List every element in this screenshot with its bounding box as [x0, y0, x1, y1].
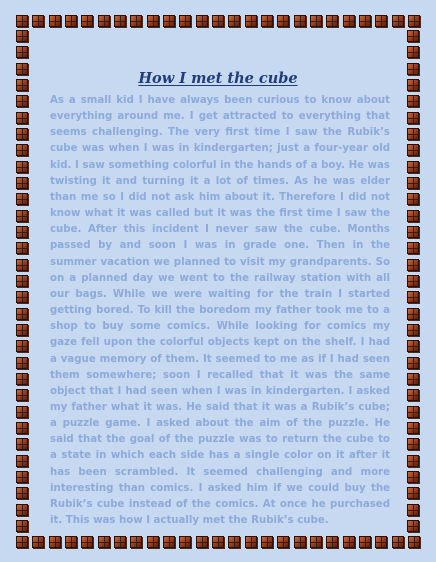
border-bottom	[16, 536, 420, 548]
rubiks-cube-icon	[212, 536, 224, 548]
border-right	[407, 30, 419, 532]
rubiks-cube-icon	[49, 536, 61, 548]
rubiks-cube-icon	[407, 471, 419, 483]
rubiks-cube-icon	[16, 357, 28, 369]
rubiks-cube-icon	[407, 504, 419, 516]
rubiks-cube-icon	[16, 242, 28, 254]
rubiks-cube-icon	[392, 15, 404, 27]
rubiks-cube-icon	[277, 536, 289, 548]
rubiks-cube-icon	[407, 422, 419, 434]
rubiks-cube-icon	[407, 79, 419, 91]
rubiks-cube-icon	[326, 15, 338, 27]
rubiks-cube-icon	[65, 15, 77, 27]
rubiks-cube-icon	[16, 324, 28, 336]
rubiks-cube-icon	[407, 340, 419, 352]
rubiks-cube-icon	[130, 15, 142, 27]
rubiks-cube-icon	[16, 487, 28, 499]
rubiks-cube-icon	[16, 210, 28, 222]
rubiks-cube-icon	[163, 536, 175, 548]
rubiks-cube-icon	[16, 455, 28, 467]
rubiks-cube-icon	[16, 406, 28, 418]
rubiks-cube-icon	[407, 324, 419, 336]
rubiks-cube-icon	[310, 15, 322, 27]
rubiks-cube-icon	[32, 15, 44, 27]
rubiks-cube-icon	[407, 30, 419, 42]
rubiks-cube-icon	[407, 226, 419, 238]
rubiks-cube-icon	[375, 536, 387, 548]
rubiks-cube-icon	[407, 112, 419, 124]
rubiks-cube-icon	[16, 389, 28, 401]
rubiks-cube-icon	[179, 536, 191, 548]
rubiks-cube-icon	[326, 536, 338, 548]
rubiks-cube-icon	[294, 536, 306, 548]
rubiks-cube-icon	[16, 30, 28, 42]
rubiks-cube-icon	[407, 275, 419, 287]
rubiks-cube-icon	[407, 455, 419, 467]
rubiks-cube-icon	[359, 15, 371, 27]
rubiks-cube-icon	[16, 15, 28, 27]
rubiks-cube-icon	[407, 438, 419, 450]
rubiks-cube-icon	[407, 177, 419, 189]
rubiks-cube-icon	[16, 340, 28, 352]
rubiks-cube-icon	[163, 15, 175, 27]
rubiks-cube-icon	[114, 536, 126, 548]
rubiks-cube-icon	[196, 15, 208, 27]
rubiks-cube-icon	[407, 520, 419, 532]
rubiks-cube-icon	[16, 144, 28, 156]
rubiks-cube-icon	[16, 63, 28, 75]
rubiks-cube-icon	[375, 15, 387, 27]
rubiks-cube-icon	[407, 259, 419, 271]
rubiks-cube-icon	[98, 15, 110, 27]
rubiks-cube-icon	[16, 275, 28, 287]
rubiks-cube-icon	[16, 373, 28, 385]
rubiks-cube-icon	[16, 259, 28, 271]
rubiks-cube-icon	[81, 15, 93, 27]
rubiks-cube-icon	[16, 438, 28, 450]
rubiks-cube-icon	[407, 242, 419, 254]
rubiks-cube-icon	[407, 63, 419, 75]
rubiks-cube-icon	[114, 15, 126, 27]
rubiks-cube-icon	[261, 536, 273, 548]
border-top	[16, 15, 420, 27]
rubiks-cube-icon	[16, 520, 28, 532]
rubiks-cube-icon	[16, 536, 28, 548]
rubiks-cube-icon	[81, 536, 93, 548]
rubiks-cube-icon	[16, 226, 28, 238]
rubiks-cube-icon	[407, 95, 419, 107]
rubiks-cube-icon	[277, 15, 289, 27]
rubiks-cube-icon	[32, 536, 44, 548]
rubiks-cube-icon	[16, 46, 28, 58]
rubiks-cube-icon	[16, 112, 28, 124]
rubiks-cube-icon	[179, 15, 191, 27]
rubiks-cube-icon	[147, 15, 159, 27]
rubiks-cube-icon	[130, 536, 142, 548]
rubiks-cube-icon	[343, 15, 355, 27]
rubiks-cube-icon	[407, 144, 419, 156]
rubiks-cube-icon	[16, 161, 28, 173]
rubiks-cube-icon	[407, 128, 419, 140]
rubiks-cube-icon	[407, 46, 419, 58]
rubiks-cube-icon	[245, 536, 257, 548]
rubiks-cube-icon	[261, 15, 273, 27]
rubiks-cube-icon	[228, 536, 240, 548]
rubiks-cube-icon	[49, 15, 61, 27]
rubiks-cube-icon	[359, 536, 371, 548]
rubiks-cube-icon	[16, 504, 28, 516]
rubiks-cube-icon	[16, 177, 28, 189]
rubiks-cube-icon	[228, 15, 240, 27]
rubiks-cube-icon	[392, 536, 404, 548]
rubiks-cube-icon	[408, 15, 420, 27]
rubiks-cube-icon	[16, 308, 28, 320]
rubiks-cube-icon	[16, 291, 28, 303]
rubiks-cube-icon	[98, 536, 110, 548]
document-body: As a small kid I have always been curious to know about everything around me. I get attracted to everything that seems challenging. The very first time I saw the Rubik’s cube was when I was in kindergarten; just a four-year old kid. I saw something colorful in the hands of a boy. He was twisting it and turning it a lot of times. As he was elder than me so I did not ask him about it. Therefore I did not know what it was called but it was the first time I saw the cube. After this incident I never saw the cube. Months passed by and soon I was in grade one. Then in the summer vacation we planned to visit my grandparents. So on a planned day we went to the railway station with all our bags. While we were waiting for the train I started getting bored. To kill the boredom my father took me to a shop to buy some comics. While looking for comics my gaze fell upon the colorful objects kept on the shelf. I had a vague memory of them. It seemed to me as if I had seen them somewhere; soon I recalled that it was the same object that I had seen when I was in kindergarten. I asked my father what it was. He said that it was a Rubik’s cube; a puzzle game. I asked about the aim of the puzzle. He said that the goal of the puzzle was to return the cube to a state in which each side has a single color on it after it has been scrambled. It seemed challenging and more interesting than comics. I asked him if we could buy the Rubik’s cube instead of the comics. At once he purchased it. This was how I actually met the Rubik’s cube.	[50, 95, 390, 527]
rubiks-cube-icon	[16, 471, 28, 483]
rubiks-cube-icon	[407, 487, 419, 499]
rubiks-cube-icon	[343, 536, 355, 548]
rubiks-cube-icon	[407, 291, 419, 303]
rubiks-cube-icon	[16, 95, 28, 107]
rubiks-cube-icon	[65, 536, 77, 548]
rubiks-cube-icon	[407, 308, 419, 320]
rubiks-cube-icon	[16, 79, 28, 91]
rubiks-cube-icon	[16, 422, 28, 434]
rubiks-cube-icon	[407, 193, 419, 205]
rubiks-cube-icon	[407, 357, 419, 369]
rubiks-cube-icon	[16, 193, 28, 205]
rubiks-cube-icon	[310, 536, 322, 548]
rubiks-cube-icon	[212, 15, 224, 27]
document-title: How I met the cube	[138, 70, 298, 87]
rubiks-cube-icon	[408, 536, 420, 548]
rubiks-cube-icon	[407, 210, 419, 222]
rubiks-cube-icon	[407, 161, 419, 173]
border-left	[16, 30, 28, 532]
rubiks-cube-icon	[196, 536, 208, 548]
rubiks-cube-icon	[147, 536, 159, 548]
rubiks-cube-icon	[16, 128, 28, 140]
rubiks-cube-icon	[407, 373, 419, 385]
rubiks-cube-icon	[407, 389, 419, 401]
rubiks-cube-icon	[245, 15, 257, 27]
rubiks-cube-icon	[294, 15, 306, 27]
rubiks-cube-icon	[407, 406, 419, 418]
